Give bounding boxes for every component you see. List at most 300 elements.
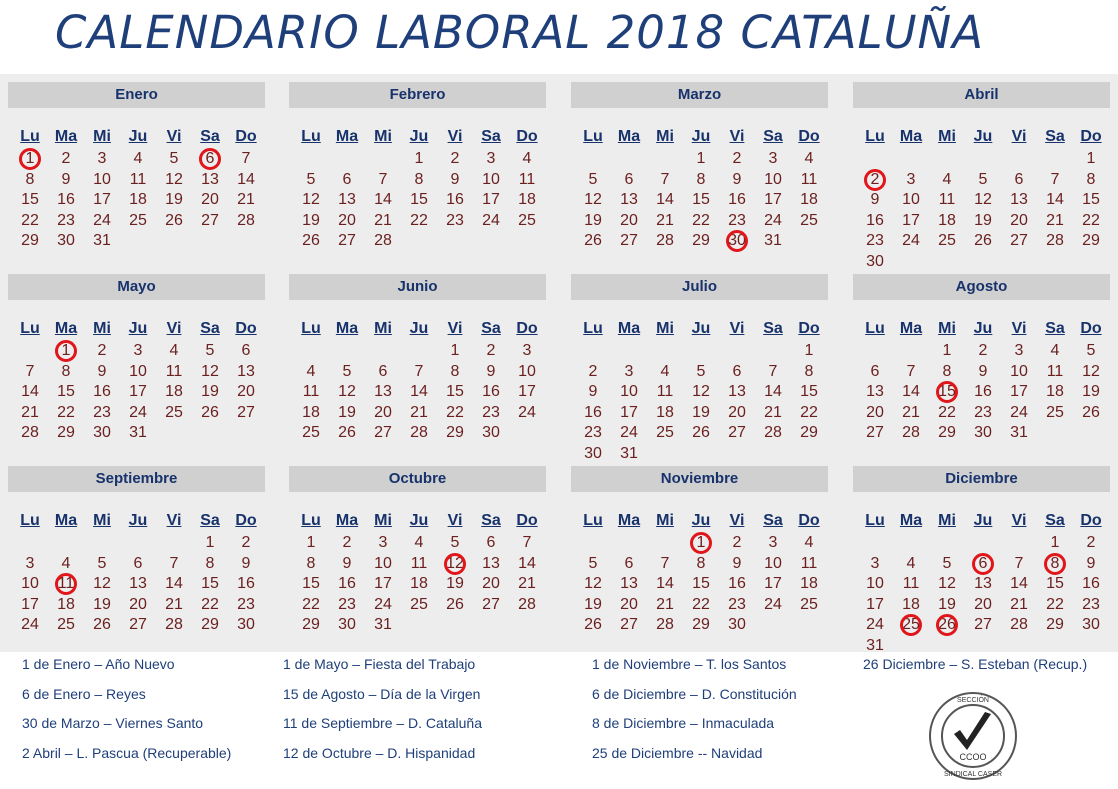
day-cell: 8 — [61, 362, 71, 380]
day-cell: 26 — [1082, 403, 1100, 421]
day-cell: 22 — [692, 595, 710, 613]
day-cell: 12 — [302, 191, 320, 209]
day-cell: 21 — [518, 575, 536, 593]
day-cell: 22 — [57, 403, 75, 421]
day-cell: 9 — [241, 554, 251, 572]
weekday-label: Do — [235, 320, 257, 337]
weekday-label: Mi — [656, 512, 674, 529]
day-cell: 26 — [201, 403, 219, 421]
day-cell: 12 — [165, 170, 183, 188]
day-cell: 28 — [1010, 616, 1028, 634]
month-header: Mayo — [8, 274, 265, 300]
day-cell: 4 — [804, 150, 814, 167]
day-cell: 29 — [446, 424, 464, 442]
day-cell: 27 — [237, 403, 255, 421]
day-cell: 30 — [728, 232, 746, 250]
day-cell: 31 — [374, 616, 392, 634]
day-cell: 11 — [410, 554, 428, 572]
day-cell: 23 — [584, 424, 602, 442]
day-cell: 22 — [446, 403, 464, 421]
day-cell: 24 — [93, 211, 111, 229]
day-cell: 18 — [656, 403, 674, 421]
day-cell: 9 — [978, 362, 988, 380]
day-cell: 10 — [93, 170, 111, 188]
day-cell: 12 — [974, 191, 992, 209]
weekday-label: Ju — [691, 320, 711, 337]
day-cell: 25 — [800, 595, 818, 613]
day-cell: 10 — [129, 362, 147, 380]
day-cell: 9 — [588, 383, 598, 401]
day-cell: 5 — [588, 170, 598, 188]
day-cell: 3 — [1014, 342, 1024, 359]
day-cell: 15 — [938, 383, 956, 401]
month-abril — [853, 82, 1110, 270]
day-cell: 6 — [1014, 170, 1024, 188]
day-cell: 26 — [938, 616, 956, 634]
day-cell: 8 — [450, 362, 460, 380]
weekday-label: Vi — [166, 320, 182, 337]
weekday-label: Sa — [763, 128, 783, 145]
day-cell: 30 — [482, 424, 500, 442]
day-cell: 2 — [978, 342, 988, 359]
day-cell: 6 — [978, 554, 988, 572]
day-cell: 29 — [938, 424, 956, 442]
weekday-label: Do — [1080, 128, 1102, 145]
day-cell: 9 — [61, 170, 71, 188]
day-cell: 11 — [800, 554, 818, 572]
weekday-label: Ma — [54, 320, 78, 337]
day-cell: 1 — [205, 534, 215, 551]
day-cell: 16 — [57, 191, 75, 209]
weekday-label: Sa — [200, 128, 220, 145]
day-cell: 23 — [93, 403, 111, 421]
weekday-label: Lu — [301, 512, 321, 529]
day-cell: 10 — [866, 575, 884, 593]
day-cell: 29 — [1046, 616, 1064, 634]
day-cell: 31 — [93, 232, 111, 250]
month-header: Abril — [853, 82, 1110, 108]
day-cell: 9 — [450, 170, 460, 188]
day-cell: 12 — [338, 383, 356, 401]
day-cell: 28 — [1046, 232, 1064, 250]
day-cell: 12 — [1082, 362, 1100, 380]
day-cell: 18 — [57, 595, 75, 613]
day-cell: 30 — [237, 616, 255, 634]
day-cell: 9 — [97, 362, 107, 380]
day-cell: 24 — [620, 424, 638, 442]
day-cell: 12 — [584, 191, 602, 209]
weekday-label: Vi — [729, 512, 745, 529]
day-cell: 30 — [728, 616, 746, 634]
weekday-label: Do — [516, 320, 538, 337]
day-cell: 25 — [1046, 403, 1064, 421]
day-cell: 23 — [446, 211, 464, 229]
day-cell: 17 — [764, 575, 782, 593]
legend-item: 6 de Diciembre – D. Constitución — [592, 685, 797, 702]
day-cell: 5 — [588, 554, 598, 572]
day-cell: 4 — [133, 150, 143, 167]
day-cell: 22 — [1082, 211, 1100, 229]
day-cell: 31 — [620, 445, 638, 462]
day-cell: 26 — [974, 232, 992, 250]
day-cell: 29 — [201, 616, 219, 634]
weekday-label: Lu — [20, 320, 40, 337]
day-cell: 12 — [692, 383, 710, 401]
day-cell: 30 — [338, 616, 356, 634]
day-cell: 14 — [518, 554, 536, 572]
weekday-label: Ju — [691, 512, 711, 529]
day-cell: 15 — [692, 191, 710, 209]
day-cell: 10 — [482, 170, 500, 188]
page-title: CALENDARIO LABORAL 2018 CATALUÑA — [55, 6, 984, 59]
day-cell: 8 — [414, 170, 424, 188]
day-cell: 26 — [584, 616, 602, 634]
day-cell: 23 — [57, 211, 75, 229]
weekday-label: Mi — [93, 128, 111, 145]
day-cell: 21 — [1010, 595, 1028, 613]
day-cell: 22 — [201, 595, 219, 613]
day-cell: 28 — [410, 424, 428, 442]
day-cell: 29 — [692, 232, 710, 250]
day-cell: 20 — [866, 403, 884, 421]
day-cell: 4 — [306, 362, 316, 380]
day-cell: 8 — [804, 362, 814, 380]
holiday-circle — [199, 148, 221, 170]
month-header: Octubre — [289, 466, 546, 492]
day-cell: 14 — [165, 575, 183, 593]
day-cell: 31 — [129, 424, 147, 442]
day-cell: 21 — [165, 595, 183, 613]
weekday-label: Ju — [128, 128, 148, 145]
holiday-circle — [690, 532, 712, 554]
weekday-label: Vi — [1011, 128, 1027, 145]
day-cell: 28 — [237, 211, 255, 229]
day-cell: 26 — [584, 232, 602, 250]
legend-item: 1 de Enero – Año Nuevo — [22, 656, 175, 672]
weekday-label: Vi — [1011, 320, 1027, 337]
day-cell: 25 — [902, 616, 920, 634]
logo-bottom-text: SINDICAL CASER — [943, 771, 1003, 778]
day-cell: 24 — [1010, 403, 1028, 421]
day-cell: 11 — [518, 170, 536, 188]
day-cell: 13 — [201, 170, 219, 188]
month-header: Agosto — [853, 274, 1110, 300]
calendar-panel — [0, 74, 1118, 652]
day-cell: 8 — [205, 554, 215, 572]
day-cell: 6 — [732, 362, 742, 380]
weekday-label: Ma — [335, 128, 359, 145]
legend-item: 26 Diciembre – S. Esteban (Recup.) — [863, 656, 1088, 672]
month-header: Enero — [8, 82, 265, 108]
day-cell: 4 — [942, 170, 952, 188]
day-cell: 23 — [728, 595, 746, 613]
weekday-label: Mi — [938, 320, 956, 337]
day-cell: 1 — [61, 342, 71, 359]
day-cell: 25 — [165, 403, 183, 421]
day-cell: 18 — [410, 575, 428, 593]
day-cell: 21 — [764, 403, 782, 421]
day-cell: 13 — [374, 383, 392, 401]
day-cell: 15 — [201, 575, 219, 593]
weekday-label: Mi — [938, 128, 956, 145]
holiday-circle — [19, 148, 41, 170]
day-cell: 12 — [93, 575, 111, 593]
day-cell: 3 — [133, 342, 143, 359]
legend-item: 30 de Marzo – Viernes Santo — [22, 715, 204, 731]
day-cell: 25 — [656, 424, 674, 442]
weekday-label: Mi — [374, 512, 392, 529]
weekday-label: Sa — [481, 320, 501, 337]
day-cell: 11 — [800, 170, 818, 188]
weekday-label: Ma — [899, 128, 923, 145]
weekday-label: Do — [798, 128, 820, 145]
day-cell: 2 — [241, 534, 251, 551]
month-header: Febrero — [289, 82, 546, 108]
day-cell: 23 — [482, 403, 500, 421]
weekday-label: Mi — [938, 512, 956, 529]
day-cell: 14 — [410, 383, 428, 401]
day-cell: 2 — [450, 150, 460, 167]
day-cell: 18 — [165, 383, 183, 401]
day-cell: 15 — [1046, 575, 1064, 593]
day-cell: 17 — [620, 403, 638, 421]
day-cell: 31 — [1010, 424, 1028, 442]
day-cell: 9 — [342, 554, 352, 572]
day-cell: 7 — [906, 362, 916, 380]
day-cell: 2 — [342, 534, 352, 551]
day-cell: 22 — [410, 211, 428, 229]
day-cell: 20 — [129, 595, 147, 613]
day-cell: 18 — [518, 191, 536, 209]
day-cell: 7 — [522, 534, 532, 551]
day-cell: 24 — [866, 616, 884, 634]
day-cell: 17 — [21, 595, 39, 613]
day-cell: 4 — [1050, 342, 1060, 359]
day-cell: 22 — [692, 211, 710, 229]
weekday-label: Vi — [447, 512, 463, 529]
legend-item: 11 de Septiembre – D. Cataluña — [283, 715, 482, 731]
month-julio — [571, 274, 828, 462]
month-noviembre — [571, 466, 828, 634]
legend-item: 8 de Diciembre – Inmaculada — [592, 715, 775, 731]
day-cell: 18 — [902, 595, 920, 613]
day-cell: 19 — [338, 403, 356, 421]
weekday-label: Do — [516, 128, 538, 145]
weekday-label: Sa — [481, 128, 501, 145]
day-cell: 7 — [378, 170, 388, 188]
day-cell: 10 — [518, 362, 536, 380]
day-cell: 6 — [486, 534, 496, 551]
weekday-label: Ma — [54, 512, 78, 529]
day-cell: 22 — [302, 595, 320, 613]
day-cell: 3 — [378, 534, 388, 551]
day-cell: 17 — [129, 383, 147, 401]
day-cell: 13 — [1010, 191, 1028, 209]
day-cell: 26 — [692, 424, 710, 442]
day-cell: 17 — [93, 191, 111, 209]
day-cell: 19 — [165, 191, 183, 209]
day-cell: 20 — [620, 211, 638, 229]
day-cell: 17 — [482, 191, 500, 209]
day-cell: 18 — [800, 575, 818, 593]
day-cell: 13 — [620, 191, 638, 209]
day-cell: 7 — [241, 150, 251, 167]
day-cell: 5 — [696, 362, 706, 380]
day-cell: 16 — [728, 575, 746, 593]
weekday-label: Do — [798, 512, 820, 529]
day-cell: 14 — [656, 191, 674, 209]
day-cell: 5 — [97, 554, 107, 572]
day-cell: 11 — [129, 170, 147, 188]
day-cell: 29 — [57, 424, 75, 442]
day-cell: 3 — [870, 554, 880, 572]
day-cell: 21 — [237, 191, 255, 209]
legend-item: 12 de Octubre – D. Hispanidad — [283, 744, 476, 761]
day-cell: 29 — [21, 232, 39, 250]
weekday-label: Ma — [617, 320, 641, 337]
day-cell: 22 — [21, 211, 39, 229]
legend-item: 1 de Noviembre – T. los Santos — [592, 656, 787, 672]
day-cell: 21 — [902, 403, 920, 421]
day-cell: 11 — [302, 383, 320, 401]
day-cell: 25 — [938, 232, 956, 250]
month-febrero — [289, 82, 546, 250]
weekday-label: Vi — [166, 128, 182, 145]
day-cell: 25 — [302, 424, 320, 442]
day-cell: 26 — [93, 616, 111, 634]
weekday-label: Sa — [1045, 512, 1065, 529]
day-cell: 14 — [764, 383, 782, 401]
day-cell: 6 — [205, 150, 215, 167]
day-cell: 18 — [129, 191, 147, 209]
day-cell: 13 — [620, 575, 638, 593]
day-cell: 27 — [338, 232, 356, 250]
weekday-label: Do — [798, 320, 820, 337]
holiday-circle — [972, 553, 994, 575]
day-cell: 16 — [866, 211, 884, 229]
day-cell: 6 — [342, 170, 352, 188]
weekday-label: Ma — [899, 320, 923, 337]
month-enero — [8, 82, 265, 250]
day-cell: 13 — [482, 554, 500, 572]
day-cell: 14 — [1046, 191, 1064, 209]
day-cell: 11 — [165, 362, 183, 380]
day-cell: 9 — [732, 170, 742, 188]
day-cell: 28 — [518, 595, 536, 613]
day-cell: 6 — [241, 342, 251, 359]
weekday-label: Lu — [20, 128, 40, 145]
day-cell: 30 — [1082, 616, 1100, 634]
union-logo — [927, 690, 1019, 782]
day-cell: 18 — [1046, 383, 1064, 401]
day-cell: 3 — [486, 150, 496, 167]
day-cell: 19 — [584, 211, 602, 229]
day-cell: 17 — [902, 211, 920, 229]
day-cell: 20 — [1010, 211, 1028, 229]
day-cell: 3 — [906, 170, 916, 188]
weekday-label: Ju — [128, 320, 148, 337]
day-cell: 29 — [692, 616, 710, 634]
day-cell: 1 — [696, 534, 706, 551]
weekday-label: Vi — [729, 128, 745, 145]
day-cell: 8 — [306, 554, 316, 572]
weekday-label: Ma — [335, 512, 359, 529]
holiday-circle — [864, 169, 886, 191]
day-cell: 3 — [97, 150, 107, 167]
day-cell: 9 — [1086, 554, 1096, 572]
weekday-label: Lu — [301, 320, 321, 337]
weekday-label: Ju — [973, 320, 993, 337]
legend-item: 6 de Enero – Reyes — [22, 685, 146, 702]
day-cell: 27 — [482, 595, 500, 613]
month-header: Julio — [571, 274, 828, 300]
day-cell: 11 — [938, 191, 956, 209]
day-cell: 4 — [660, 362, 670, 380]
day-cell: 4 — [906, 554, 916, 572]
day-cell: 30 — [57, 232, 75, 250]
day-cell: 5 — [978, 170, 988, 188]
month-header: Junio — [289, 274, 546, 300]
day-cell: 27 — [866, 424, 884, 442]
day-cell: 17 — [866, 595, 884, 613]
day-cell: 22 — [1046, 595, 1064, 613]
weekday-label: Mi — [93, 320, 111, 337]
month-header: Noviembre — [571, 466, 828, 492]
weekday-label: Ma — [335, 320, 359, 337]
day-cell: 1 — [942, 342, 952, 359]
day-cell: 3 — [25, 554, 35, 572]
day-cell: 30 — [974, 424, 992, 442]
day-cell: 19 — [692, 403, 710, 421]
day-cell: 18 — [302, 403, 320, 421]
day-cell: 6 — [133, 554, 143, 572]
day-cell: 1 — [696, 150, 706, 167]
day-cell: 19 — [974, 211, 992, 229]
day-cell: 2 — [732, 150, 742, 167]
day-cell: 18 — [938, 211, 956, 229]
day-cell: 15 — [692, 575, 710, 593]
day-cell: 7 — [660, 170, 670, 188]
day-cell: 19 — [584, 595, 602, 613]
month-junio — [289, 274, 546, 442]
day-cell: 19 — [302, 211, 320, 229]
day-cell: 20 — [338, 211, 356, 229]
day-cell: 10 — [902, 191, 920, 209]
day-cell: 14 — [656, 575, 674, 593]
day-cell: 5 — [1086, 342, 1096, 359]
month-header: Septiembre — [8, 466, 265, 492]
day-cell: 26 — [165, 211, 183, 229]
day-cell: 24 — [902, 232, 920, 250]
weekday-label: Lu — [583, 128, 603, 145]
day-cell: 1 — [450, 342, 460, 359]
weekday-label: Sa — [1045, 320, 1065, 337]
day-cell: 15 — [1082, 191, 1100, 209]
month-agosto — [853, 274, 1110, 442]
day-cell: 17 — [518, 383, 536, 401]
day-cell: 8 — [1050, 554, 1060, 572]
day-cell: 16 — [446, 191, 464, 209]
month-header: Marzo — [571, 82, 828, 108]
legend-item: 15 de Agosto – Día de la Virgen — [283, 685, 481, 702]
day-cell: 4 — [414, 534, 424, 551]
day-cell: 24 — [518, 403, 536, 421]
weekday-label: Ma — [617, 128, 641, 145]
day-cell: 16 — [482, 383, 500, 401]
day-cell: 20 — [374, 403, 392, 421]
day-cell: 12 — [201, 362, 219, 380]
holiday-circle — [444, 553, 466, 575]
